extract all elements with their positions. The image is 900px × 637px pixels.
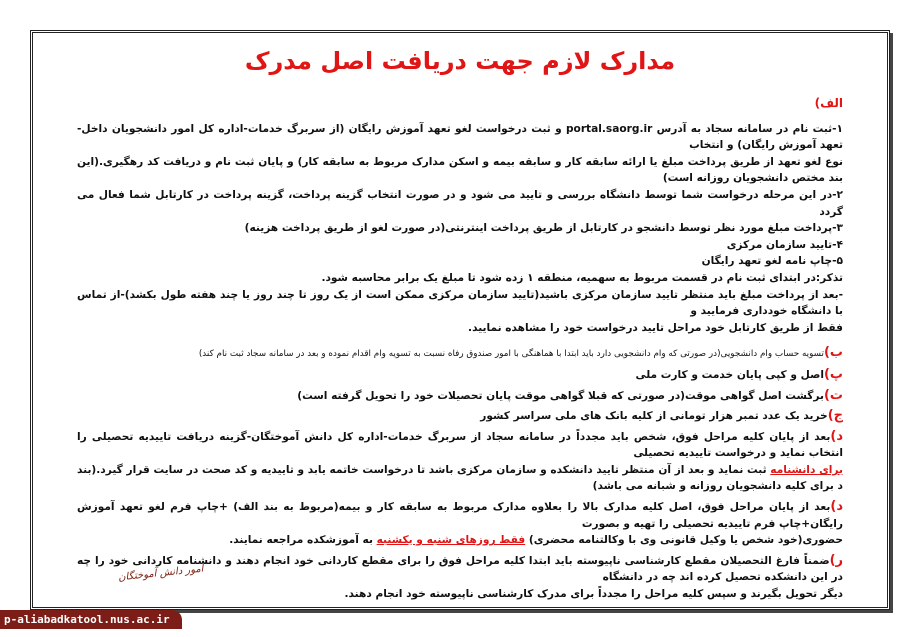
section-d1-line2-rest: ثبت نماید و بعد از آن منتظر تایید دانشکده و سازمان مرکزی باشد تا درخواست خاتمه یابد و تاییدیه و کد صحت در سایت قرار گیرد.(بند د برای کلیه دانشجویان روزانه و شبانه می باشد) bbox=[77, 463, 843, 493]
section-b bbox=[77, 345, 843, 363]
section-p-text: اصل و کپی پایان خدمت و کارت ملی bbox=[635, 368, 824, 381]
section-r-line2: دیگر تحویل بگیرند و سپس کلیه مراحل را مجدداً برای مدرک کارشناسی ناپیوسته خود انجام دهند. bbox=[344, 588, 843, 601]
section-a-item1-line2: نوع لغو تعهد از طریق پرداخت مبلغ یا ارائه سابقه کار و سابقه بیمه و اسکن مدارک مربوط به سابقه کار) و پایان ثبت نام و دریافت کد رهگیری.(این بند مختص دانشجویان روزانه است) bbox=[77, 155, 843, 185]
section-d2-line2-b: به آموزشکده مراجعه نمایند. bbox=[229, 534, 377, 547]
section-t-label: ت) bbox=[823, 387, 843, 403]
section-a-note2-line1: -بعد از پرداخت مبلغ باید منتظر تایید سازمان مرکزی باشید(تایید سازمان مرکزی ممکن است از یک روز تا چند روز یا چند هفته طول بکشد)-از تماس با دانشگاه خودداری فرمایید و bbox=[77, 288, 843, 318]
document-title: مدارک لازم جهت دریافت اصل مدرک bbox=[244, 47, 676, 75]
section-p bbox=[77, 367, 843, 384]
section-d1-line1: بعد از پایان کلیه مراحل فوق، شخص باید مجدداً در سامانه سجاد از سربرگ خدمات-اداره کل دانش آموختگان-گزینه دریافت تاییدیه تحصیلی را انتخاب نماید و درخواست تاییدیه تحصیلی bbox=[77, 430, 843, 460]
section-d1-line2 bbox=[77, 462, 843, 495]
section-d1-label: د) bbox=[830, 428, 843, 444]
section-d2-label: د) bbox=[830, 499, 843, 515]
section-a-item5: ۵-چاپ نامه لغو تعهد رایگان bbox=[701, 255, 843, 268]
section-d1 bbox=[77, 429, 843, 462]
section-b-label: ب) bbox=[823, 345, 843, 361]
section-t bbox=[77, 388, 843, 405]
section-j bbox=[77, 408, 843, 425]
section-a-item4: ۴-تایید سازمان مرکزی bbox=[726, 238, 843, 251]
section-a-item3: ۳-پرداخت مبلغ مورد نظر توسط دانشجو در کارتابل از طریق پرداخت اینترنتی(در صورت لغو از طریق پرداخت هزینه) bbox=[244, 222, 843, 235]
section-a-item2: ۲-در این مرحله درخواست شما توسط دانشگاه بررسی و تایید می شود و در صورت انتخاب گزینه پرداخت، گزینه پرداخت در کارتابل شما فعال می گردد bbox=[77, 188, 843, 218]
section-d2-line2 bbox=[77, 532, 843, 549]
section-a-note1: تذکر:در ابتدای ثبت نام در قسمت مربوط به سهمیه، منطقه ۱ زده شود تا مبلغ یک برابر محاسبه شود. bbox=[321, 271, 843, 284]
section-a-item1-line1: ۱-ثبت نام در سامانه سجاد به آدرس portal.saorg.ir و ثبت درخواست لغو تعهد آموزش رایگان (از سربرگ خدمات-اداره کل امور دانشجویان داخل-تعهد آموزش رایگان) و انتخاب bbox=[77, 122, 843, 152]
section-b-text: تسویه حساب وام دانشجویی(در صورتی که وام دانشجویی دارد باید ابتدا با هماهنگی با امور صندوق رفاه نسبت به تسویه وام اقدام نموده و بعد در سامانه سجاد ثبت نام کند) bbox=[198, 349, 824, 360]
document-body bbox=[77, 95, 843, 601]
section-d2 bbox=[77, 499, 843, 532]
document-frame bbox=[30, 30, 890, 610]
section-t-text: برگشت اصل گواهی موقت(در صورتی که قبلا گواهی موقت پایان تحصیلات خود را تحویل گرفته است) bbox=[297, 389, 824, 402]
section-d1-highlight: برای دانشنامه bbox=[770, 463, 843, 476]
section-p-label: پ) bbox=[823, 366, 843, 382]
section-r-line1: ضمناً فارغ التحصیلان مقطع کارشناسی ناپیوسته باید ابتدا کلیه مراحل فوق را برای مقطع کاردانی خود انجام دهند و دانشنامه کاردانی خود را چه در این دانشکده تحصیل کرده اند چه در دانشگاه bbox=[77, 554, 843, 584]
signature: امور دانش آموختگان bbox=[117, 563, 205, 584]
section-j-text: خرید یک عدد تمبر هزار تومانی از کلیه بانک های ملی سراسر کشور bbox=[480, 410, 828, 423]
section-r-label: ر) bbox=[829, 552, 843, 568]
section-j-label: ج) bbox=[827, 408, 843, 424]
section-a-note2-line2: فقط از طریق کارتابل خود مراحل تایید درخواست خود را مشاهده نمایید. bbox=[468, 321, 843, 334]
footer-url-link[interactable]: p-aliabadkatool.nus.ac.ir bbox=[0, 610, 182, 629]
section-a-label: الف) bbox=[814, 96, 843, 110]
section-d2-line1: بعد از پایان مراحل فوق، اصل کلیه مدارک بالا را بعلاوه مدارک مربوط به سابقه کار و بیمه(مربوط به بند الف) +چاپ فرم لغو تعهد آموزش رایگان+چاپ فرم تاییدیه تحصیلی را تهیه و بصورت bbox=[77, 501, 843, 530]
section-d2-line2-a: حضوری(خود شخص یا وکیل قانونی وی با وکالتنامه محضری) bbox=[525, 534, 843, 547]
section-d2-highlight: فقط روزهای شنبه و یکشنبه bbox=[376, 534, 526, 547]
